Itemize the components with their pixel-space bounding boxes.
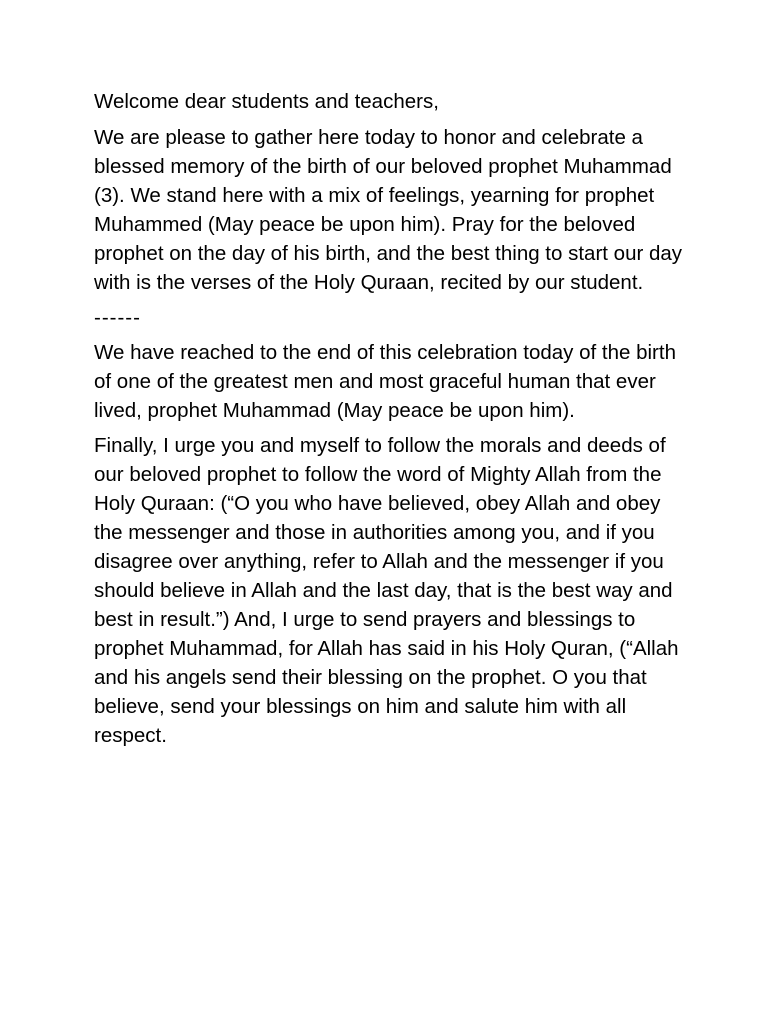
greeting-line: Welcome dear students and teachers, [94,90,439,113]
document-body [94,87,684,756]
opening-paragraph: We are please to gather here today to honor and celebrate a blessed memory of the birth of our beloved prophet Muhammad (3). We stand here with a mix of feelings, yearning for prophet Muhammed (May peace be upon him). Pray for the beloved prophet on the day of his birth, and the best thing to start our day with is the verses of the Holy Quraan, recited by our student. [94,126,683,294]
closing-paragraph: We have reached to the end of this celebration today of the birth of one of the greatest men and most graceful human that ever lived, prophet Muhammad (May peace be upon him). [94,341,676,422]
section-separator: ------ [94,306,141,329]
final-paragraph: Finally, I urge you and myself to follow the morals and deeds of our beloved prophet to follow the word of Mighty Allah from the Holy Quraan: (“O you who have believed, obey Allah and obey the messenger and those in authorities among you, and if you disagree over anything, refer to Allah and the messenger if you should believe in Allah and the last day, that is the best way and best in result.”) And, I urge to send prayers and blessings to prophet Muhammad, for Allah has said in his Holy Quran, (“Allah and his angels send their blessing on the prophet. O you that believe, send your blessings on him and salute him with all respect. [94,434,679,747]
